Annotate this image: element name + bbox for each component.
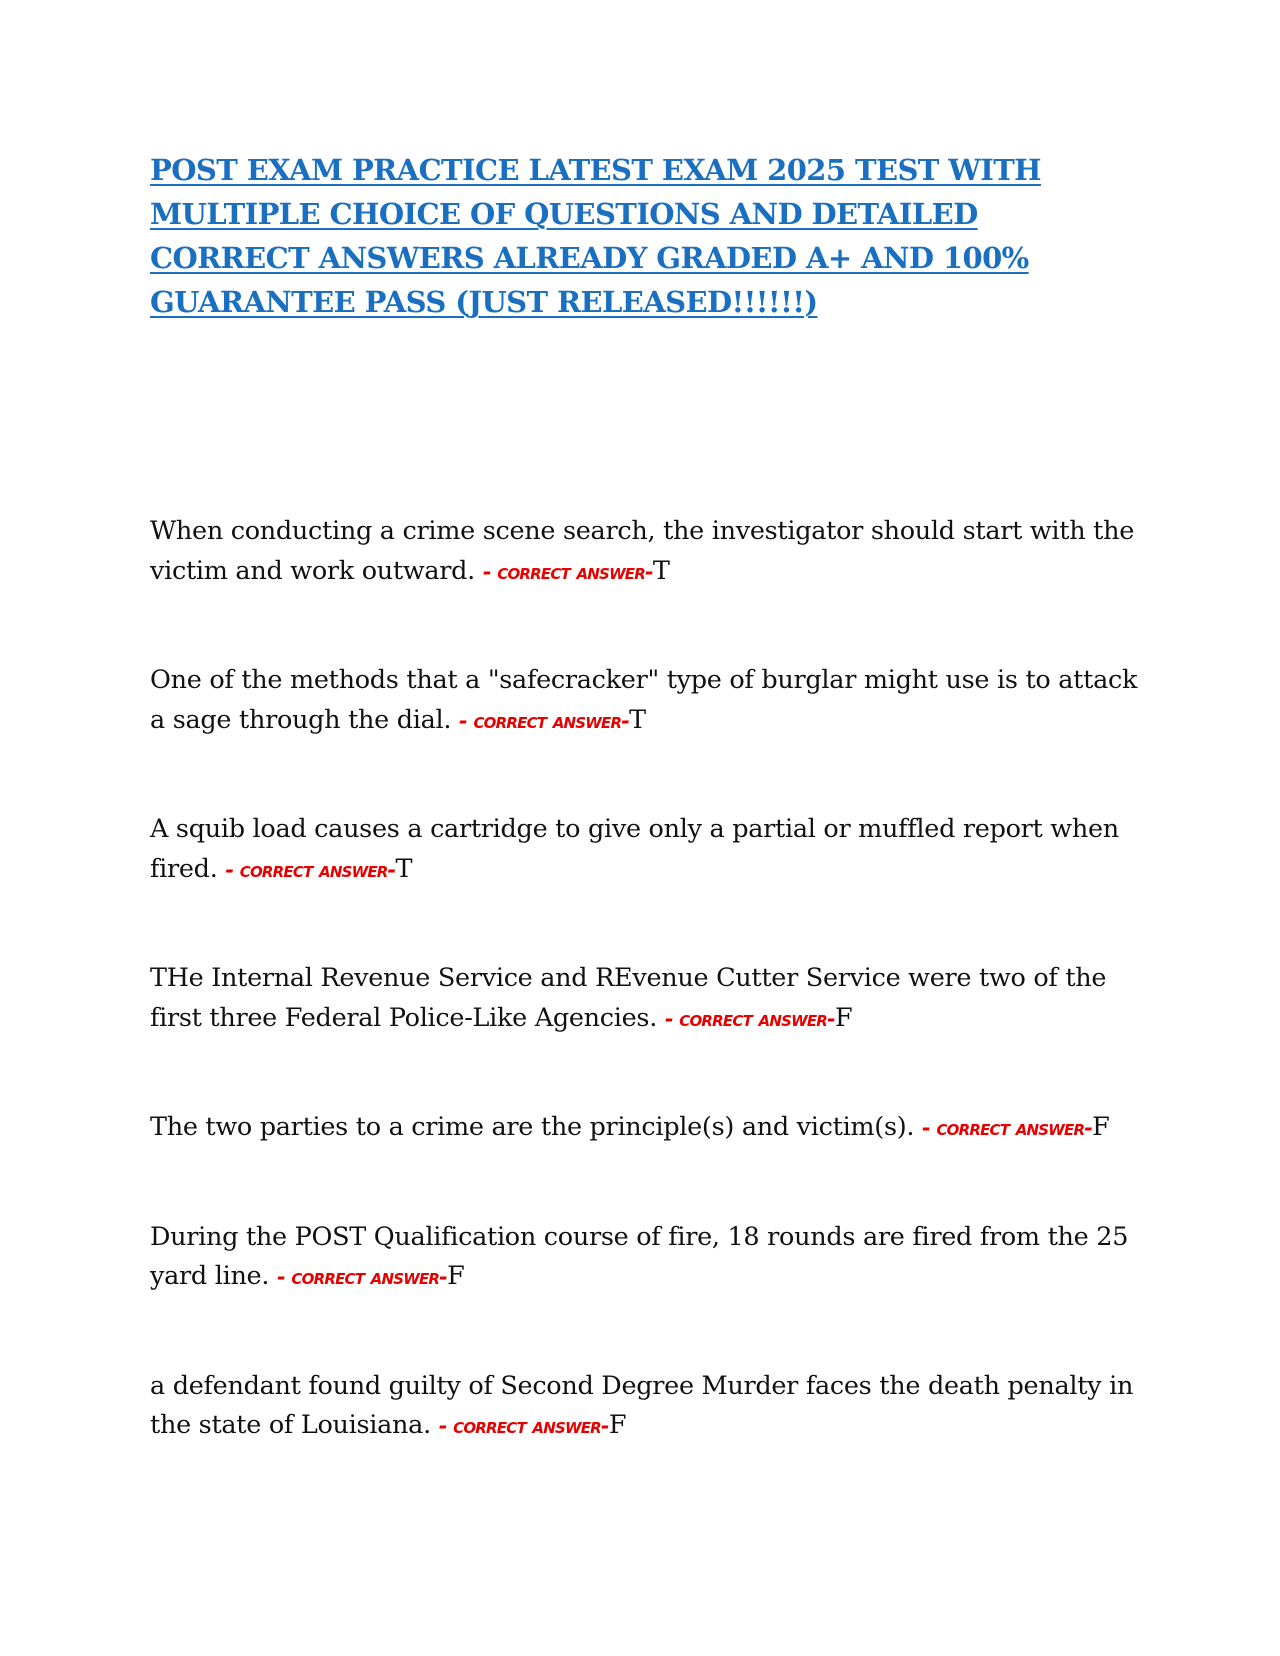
question-text: When conducting a crime scene search, the investigator should start with the victim and work outward. <box>150 516 1134 586</box>
correct-answer-marker: - correct answer- <box>276 1265 448 1289</box>
question-text: THe Internal Revenue Service and REvenue Cutter Service were two of the first three Federal Police-Like Agencies. <box>150 963 1107 1033</box>
question-item <box>150 1218 1140 1298</box>
question-item <box>150 1108 1140 1149</box>
answer-value: F <box>834 1002 853 1033</box>
question-item <box>150 959 1140 1039</box>
answer-value: T <box>652 555 670 586</box>
question-item <box>150 512 1140 592</box>
question-item <box>150 1367 1140 1447</box>
correct-answer-marker: - correct answer- <box>922 1116 1093 1140</box>
answer-value: F <box>447 1261 465 1291</box>
document-page <box>150 148 1140 1440</box>
correct-answer-marker: - correct answer- <box>664 1006 835 1031</box>
question-item <box>150 810 1140 890</box>
answer-value: T <box>395 853 413 884</box>
question-text: a defendant found guilty of Second Degree Murder faces the death penalty in the state of Louisiana. <box>150 1370 1134 1440</box>
correct-answer-marker: - correct answer- <box>459 708 630 733</box>
correct-answer-marker: - correct answer- <box>482 559 653 584</box>
question-item <box>150 661 1140 741</box>
answer-value: T <box>629 704 646 735</box>
document-title[interactable]: POST EXAM PRACTICE LATEST EXAM 2025 TEST WITH MULTIPLE CHOICE OF QUESTIONS AND DETAILED CORRECT ANSWERS ALREADY GRADED A+ AND 100% GUARANTEE PASS (JUST RELEASED!!!!!!) <box>150 153 1041 319</box>
question-text: A squib load causes a cartridge to give only a partial or muffled report when fired. <box>150 814 1119 884</box>
correct-answer-marker: - correct answer- <box>225 857 396 882</box>
question-list <box>150 512 1140 1516</box>
answer-value: F <box>1092 1112 1110 1142</box>
question-text: One of the methods that a "safecracker" type of burglar might use is to attack a sage through the dial. <box>150 665 1138 735</box>
answer-value: F <box>608 1410 627 1440</box>
question-text: The two parties to a crime are the principle(s) and victim(s). <box>150 1112 915 1142</box>
correct-answer-marker: - correct answer- <box>438 1414 609 1438</box>
question-text: During the POST Qualification course of fire, 18 rounds are fired from the 25 yard line. <box>150 1221 1129 1291</box>
